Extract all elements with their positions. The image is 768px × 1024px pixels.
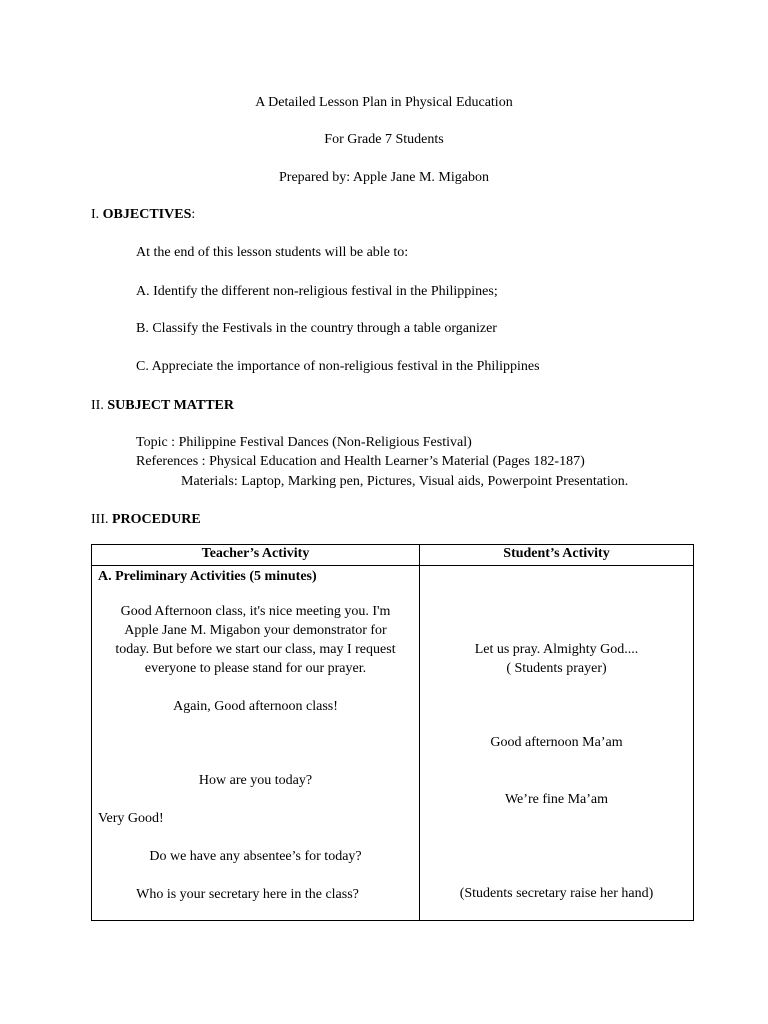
objective-item: C. Appreciate the importance of non-religious festival in the Philippines: [136, 359, 540, 374]
table-row: [92, 566, 694, 921]
objectives-colon: :: [191, 207, 196, 222]
teacher-line: Good Afternoon class, it's nice meeting you. I'm: [120, 604, 391, 619]
objective-item: B. Classify the Festivals in the country through a table organizer: [136, 321, 497, 336]
objectives-heading: [91, 207, 195, 223]
section-title: A. Preliminary Activities (5 minutes): [98, 569, 317, 584]
objectives-number: I.: [91, 207, 103, 222]
materials-line: Materials: Laptop, Marking pen, Pictures, Visual aids, Powerpoint Presentation.: [181, 474, 629, 489]
student-line: (Students secretary raise her hand): [459, 886, 654, 901]
teacher-line: Apple Jane M. Migabon your demonstrator for: [124, 623, 387, 638]
student-activity-header: Student’s Activity: [420, 545, 694, 566]
subject-matter-number: II.: [91, 398, 108, 413]
teacher-line: Who is your secretary here in the class?: [136, 887, 359, 902]
teacher-line: everyone to please stand for our prayer.: [144, 661, 367, 676]
grade-line: For Grade 7 Students: [324, 132, 444, 147]
procedure-heading-text: PROCEDURE: [112, 512, 201, 527]
subject-matter-heading: [91, 398, 234, 414]
student-line: Good afternoon Ma’am: [490, 735, 623, 750]
prepared-by: Prepared by: Apple Jane M. Migabon: [279, 170, 489, 185]
subject-matter-heading-text: SUBJECT MATTER: [107, 398, 235, 413]
procedure-number: III.: [91, 512, 112, 527]
topic-line: Topic : Philippine Festival Dances (Non-Religious Festival): [136, 435, 472, 450]
procedure-table: [91, 544, 694, 921]
procedure-heading: [91, 512, 201, 528]
student-line: We’re fine Ma’am: [504, 792, 609, 807]
objectives-intro: At the end of this lesson students will be able to:: [136, 245, 409, 260]
teacher-line: Very Good!: [98, 811, 164, 826]
student-line: ( Students prayer): [506, 661, 607, 676]
teacher-line: Do we have any absentee’s for today?: [149, 849, 362, 864]
lesson-title: A Detailed Lesson Plan in Physical Education: [255, 95, 513, 110]
teacher-activity-header: Teacher’s Activity: [92, 545, 420, 566]
teacher-line: today. But before we start our class, may I request: [115, 642, 396, 657]
objective-item: A. Identify the different non-religious festival in the Philippines;: [136, 284, 498, 299]
objectives-heading-text: OBJECTIVES: [102, 207, 192, 222]
teacher-activity-cell: [92, 566, 420, 921]
references-line: References : Physical Education and Health Learner’s Material (Pages 182-187): [136, 454, 585, 469]
student-line: Let us pray. Almighty God....: [474, 642, 639, 657]
student-activity-cell: [420, 566, 694, 921]
teacher-line: How are you today?: [198, 773, 313, 788]
table-header-row: [92, 545, 694, 566]
teacher-line: Again, Good afternoon class!: [173, 699, 338, 714]
